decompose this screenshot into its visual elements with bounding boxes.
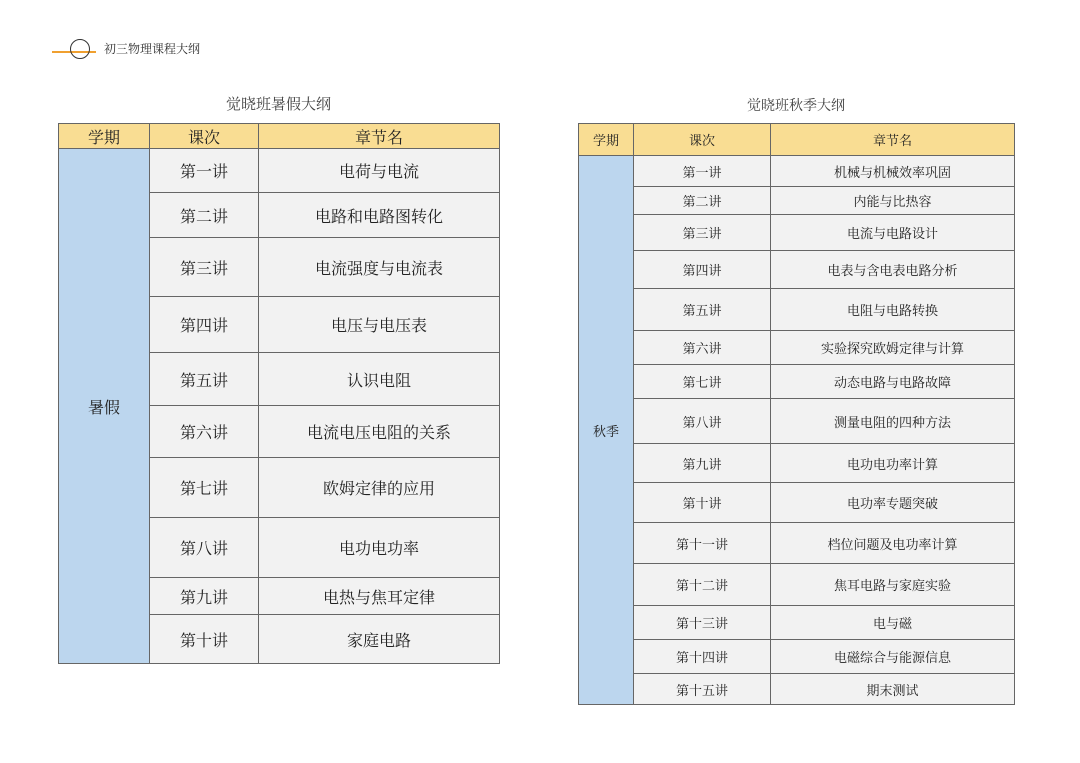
lesson-cell: 第三讲 bbox=[150, 238, 259, 297]
lesson-cell: 第十三讲 bbox=[634, 606, 771, 640]
lesson-cell: 第十讲 bbox=[150, 615, 259, 664]
lesson-cell: 第十讲 bbox=[634, 483, 771, 523]
chapter-cell: 欧姆定律的应用 bbox=[259, 458, 500, 518]
chapter-cell: 电流电压电阻的关系 bbox=[259, 406, 500, 458]
lesson-cell: 第六讲 bbox=[634, 331, 771, 365]
table-row bbox=[579, 331, 1015, 365]
autumn-table-title: 觉晓班秋季大纲 bbox=[747, 98, 845, 114]
chapter-cell: 内能与比热容 bbox=[771, 187, 1015, 215]
lesson-cell: 第九讲 bbox=[634, 444, 771, 483]
header-chapter: 章节名 bbox=[259, 124, 500, 149]
summer-syllabus-table bbox=[58, 123, 500, 664]
chapter-cell: 动态电路与电路故障 bbox=[771, 365, 1015, 399]
lesson-cell: 第一讲 bbox=[634, 156, 771, 187]
table-header-row bbox=[59, 124, 500, 149]
summer-table-title: 觉晓班暑假大纲 bbox=[225, 95, 331, 113]
table-row bbox=[579, 640, 1015, 674]
autumn-syllabus-table bbox=[578, 123, 1015, 705]
lesson-cell: 第二讲 bbox=[634, 187, 771, 215]
header-term: 学期 bbox=[59, 124, 150, 149]
table-row bbox=[579, 483, 1015, 523]
lesson-cell: 第五讲 bbox=[634, 289, 771, 331]
table-row bbox=[579, 156, 1015, 187]
lesson-cell: 第七讲 bbox=[634, 365, 771, 399]
chapter-cell: 电热与焦耳定律 bbox=[259, 578, 500, 615]
term-cell: 暑假 bbox=[59, 149, 150, 664]
chapter-cell: 电流强度与电流表 bbox=[259, 238, 500, 297]
header-lesson: 课次 bbox=[634, 124, 771, 156]
chapter-cell: 电压与电压表 bbox=[259, 297, 500, 353]
lesson-cell: 第十五讲 bbox=[634, 674, 771, 705]
lesson-cell: 第十四讲 bbox=[634, 640, 771, 674]
chapter-cell: 期末测试 bbox=[771, 674, 1015, 705]
table-row bbox=[579, 399, 1015, 444]
lesson-cell: 第八讲 bbox=[150, 518, 259, 578]
header-term: 学期 bbox=[579, 124, 634, 156]
lesson-cell: 第一讲 bbox=[150, 149, 259, 193]
chapter-cell: 电表与含电表电路分析 bbox=[771, 251, 1015, 289]
lesson-cell: 第六讲 bbox=[150, 406, 259, 458]
header-chapter: 章节名 bbox=[771, 124, 1015, 156]
table-header-row bbox=[579, 124, 1015, 156]
table-row bbox=[579, 251, 1015, 289]
lesson-cell: 第七讲 bbox=[150, 458, 259, 518]
lesson-cell: 第十一讲 bbox=[634, 523, 771, 564]
chapter-cell: 家庭电路 bbox=[259, 615, 500, 664]
table-row bbox=[579, 289, 1015, 331]
table-row bbox=[579, 365, 1015, 399]
header-circle-icon bbox=[70, 39, 90, 59]
chapter-cell: 焦耳电路与家庭实验 bbox=[771, 564, 1015, 606]
table-row bbox=[579, 674, 1015, 705]
chapter-cell: 电功电功率计算 bbox=[771, 444, 1015, 483]
lesson-cell: 第四讲 bbox=[150, 297, 259, 353]
lesson-cell: 第三讲 bbox=[634, 215, 771, 251]
chapter-cell: 电功电功率 bbox=[259, 518, 500, 578]
chapter-cell: 测量电阻的四种方法 bbox=[771, 399, 1015, 444]
chapter-cell: 电磁综合与能源信息 bbox=[771, 640, 1015, 674]
lesson-cell: 第九讲 bbox=[150, 578, 259, 615]
term-cell: 秋季 bbox=[579, 156, 634, 705]
table-row bbox=[579, 187, 1015, 215]
chapter-cell: 电荷与电流 bbox=[259, 149, 500, 193]
chapter-cell: 电流与电路设计 bbox=[771, 215, 1015, 251]
chapter-cell: 电与磁 bbox=[771, 606, 1015, 640]
table-row bbox=[579, 606, 1015, 640]
chapter-cell: 认识电阻 bbox=[259, 353, 500, 406]
lesson-cell: 第十二讲 bbox=[634, 564, 771, 606]
lesson-cell: 第八讲 bbox=[634, 399, 771, 444]
table-row bbox=[579, 215, 1015, 251]
lesson-cell: 第四讲 bbox=[634, 251, 771, 289]
chapter-cell: 机械与机械效率巩固 bbox=[771, 156, 1015, 187]
table-row bbox=[579, 564, 1015, 606]
chapter-cell: 实验探究欧姆定律与计算 bbox=[771, 331, 1015, 365]
chapter-cell: 电阻与电路转换 bbox=[771, 289, 1015, 331]
chapter-cell: 档位问题及电功率计算 bbox=[771, 523, 1015, 564]
page-title: 初三物理课程大纲 bbox=[104, 42, 201, 56]
chapter-cell: 电路和电路图转化 bbox=[259, 193, 500, 238]
lesson-cell: 第五讲 bbox=[150, 353, 259, 406]
chapter-cell: 电功率专题突破 bbox=[771, 483, 1015, 523]
table-row bbox=[59, 149, 500, 193]
page-header bbox=[52, 36, 352, 62]
header-lesson: 课次 bbox=[150, 124, 259, 149]
table-row bbox=[579, 444, 1015, 483]
table-row bbox=[579, 523, 1015, 564]
lesson-cell: 第二讲 bbox=[150, 193, 259, 238]
